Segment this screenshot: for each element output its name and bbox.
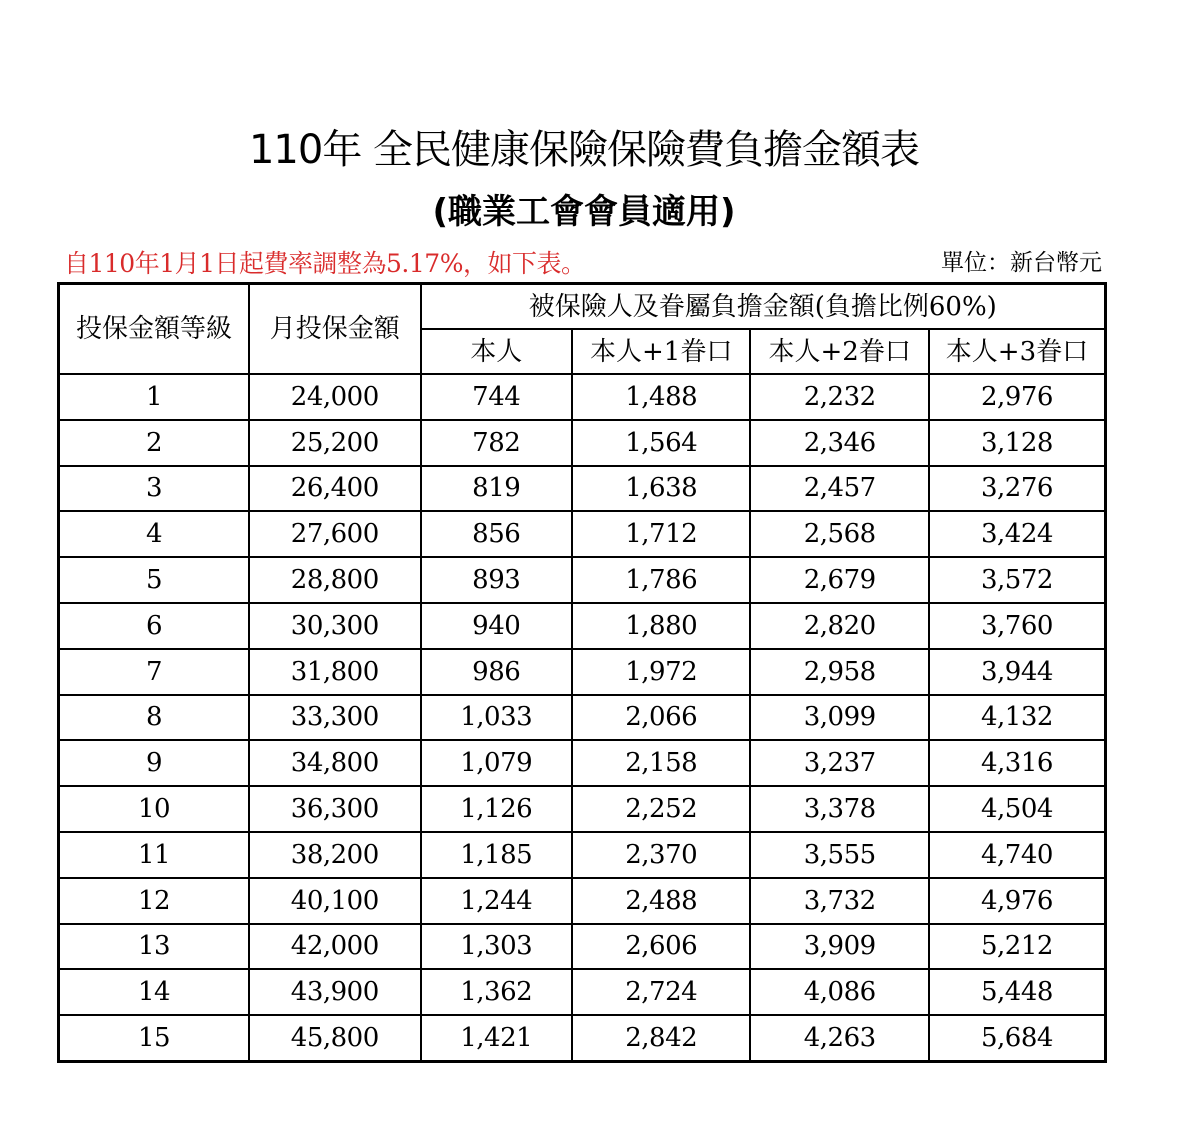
self-cell: 893: [421, 557, 572, 603]
plus-2-cell: 2,820: [750, 603, 929, 649]
plus-2-cell: 3,909: [750, 924, 929, 970]
self-cell: 1,303: [421, 924, 572, 970]
table-row: [59, 786, 1106, 832]
plus-3-cell: 3,944: [929, 649, 1106, 695]
table-row: [59, 832, 1106, 878]
table-body: [59, 374, 1106, 1061]
header-grade: 投保金額等級: [59, 284, 250, 375]
table-row: [59, 969, 1106, 1015]
plus-1-cell: 1,972: [572, 649, 751, 695]
grade-cell: 14: [59, 969, 250, 1015]
plus-2-cell: 3,237: [750, 740, 929, 786]
plus-3-cell: 4,740: [929, 832, 1106, 878]
plus-3-cell: 4,316: [929, 740, 1106, 786]
plus-3-cell: 4,976: [929, 878, 1106, 924]
table-row: [59, 603, 1106, 649]
grade-cell: 1: [59, 374, 250, 420]
plus-1-cell: 1,638: [572, 466, 751, 512]
monthly-amount-cell: 30,300: [249, 603, 420, 649]
monthly-amount-cell: 45,800: [249, 1015, 420, 1061]
plus-2-cell: 2,232: [750, 374, 929, 420]
monthly-amount-cell: 26,400: [249, 466, 420, 512]
monthly-amount-cell: 42,000: [249, 924, 420, 970]
plus-2-cell: 3,099: [750, 695, 929, 741]
grade-cell: 4: [59, 511, 250, 557]
plus-3-cell: 5,212: [929, 924, 1106, 970]
table-row: [59, 649, 1106, 695]
self-cell: 1,033: [421, 695, 572, 741]
table-header: [59, 284, 1106, 375]
table-row: [59, 924, 1106, 970]
monthly-amount-cell: 24,000: [249, 374, 420, 420]
monthly-amount-cell: 28,800: [249, 557, 420, 603]
table-row: [59, 511, 1106, 557]
self-cell: 986: [421, 649, 572, 695]
plus-2-cell: 3,555: [750, 832, 929, 878]
self-cell: 1,244: [421, 878, 572, 924]
plus-1-cell: 2,842: [572, 1015, 751, 1061]
grade-cell: 15: [59, 1015, 250, 1061]
grade-cell: 5: [59, 557, 250, 603]
plus-1-cell: 2,066: [572, 695, 751, 741]
premium-table: [57, 282, 1107, 1063]
plus-1-cell: 2,606: [572, 924, 751, 970]
grade-cell: 13: [59, 924, 250, 970]
monthly-amount-cell: 40,100: [249, 878, 420, 924]
plus-1-cell: 2,370: [572, 832, 751, 878]
grade-cell: 2: [59, 420, 250, 466]
plus-3-cell: 5,684: [929, 1015, 1106, 1061]
monthly-amount-cell: 25,200: [249, 420, 420, 466]
self-cell: 1,185: [421, 832, 572, 878]
plus-2-cell: 3,378: [750, 786, 929, 832]
plus-1-cell: 2,488: [572, 878, 751, 924]
monthly-amount-cell: 31,800: [249, 649, 420, 695]
self-cell: 1,362: [421, 969, 572, 1015]
monthly-amount-cell: 33,300: [249, 695, 420, 741]
self-cell: 744: [421, 374, 572, 420]
grade-cell: 8: [59, 695, 250, 741]
plus-1-cell: 1,488: [572, 374, 751, 420]
monthly-amount-cell: 36,300: [249, 786, 420, 832]
plus-3-cell: 3,128: [929, 420, 1106, 466]
plus-1-cell: 1,712: [572, 511, 751, 557]
grade-cell: 7: [59, 649, 250, 695]
monthly-amount-cell: 34,800: [249, 740, 420, 786]
header-self: 本人: [421, 329, 572, 374]
plus-3-cell: 4,132: [929, 695, 1106, 741]
table-row: [59, 466, 1106, 512]
self-cell: 1,126: [421, 786, 572, 832]
self-cell: 782: [421, 420, 572, 466]
plus-1-cell: 1,786: [572, 557, 751, 603]
table-row: [59, 878, 1106, 924]
grade-cell: 10: [59, 786, 250, 832]
plus-2-cell: 3,732: [750, 878, 929, 924]
header-plus-2: 本人+2眷口: [750, 329, 929, 374]
page-subtitle: (職業工會會員適用): [432, 192, 736, 232]
plus-2-cell: 2,679: [750, 557, 929, 603]
table-row: [59, 557, 1106, 603]
plus-1-cell: 1,880: [572, 603, 751, 649]
plus-2-cell: 4,263: [750, 1015, 929, 1061]
page-title: 110年 全民健康保險保險費負擔金額表: [248, 127, 920, 173]
plus-2-cell: 2,346: [750, 420, 929, 466]
plus-2-cell: 4,086: [750, 969, 929, 1015]
monthly-amount-cell: 38,200: [249, 832, 420, 878]
plus-2-cell: 2,457: [750, 466, 929, 512]
rate-notice: 自110年1月1日起費率調整為5.17%，如下表。: [64, 249, 586, 278]
self-cell: 856: [421, 511, 572, 557]
plus-2-cell: 2,568: [750, 511, 929, 557]
header-monthly-amount: 月投保金額: [249, 284, 420, 375]
currency-unit: 單位：新台幣元: [941, 250, 1102, 276]
plus-1-cell: 1,564: [572, 420, 751, 466]
table-row: [59, 740, 1106, 786]
header-burden-group: 被保險人及眷屬負擔金額(負擔比例60%): [421, 284, 1106, 330]
plus-3-cell: 3,276: [929, 466, 1106, 512]
self-cell: 940: [421, 603, 572, 649]
self-cell: 819: [421, 466, 572, 512]
table-row: [59, 695, 1106, 741]
self-cell: 1,421: [421, 1015, 572, 1061]
grade-cell: 9: [59, 740, 250, 786]
plus-3-cell: 3,760: [929, 603, 1106, 649]
plus-1-cell: 2,724: [572, 969, 751, 1015]
plus-3-cell: 3,572: [929, 557, 1106, 603]
header-plus-3: 本人+3眷口: [929, 329, 1106, 374]
table-row: [59, 374, 1106, 420]
plus-1-cell: 2,252: [572, 786, 751, 832]
grade-cell: 3: [59, 466, 250, 512]
monthly-amount-cell: 27,600: [249, 511, 420, 557]
grade-cell: 12: [59, 878, 250, 924]
grade-cell: 11: [59, 832, 250, 878]
plus-3-cell: 4,504: [929, 786, 1106, 832]
plus-3-cell: 3,424: [929, 511, 1106, 557]
plus-1-cell: 2,158: [572, 740, 751, 786]
monthly-amount-cell: 43,900: [249, 969, 420, 1015]
self-cell: 1,079: [421, 740, 572, 786]
table-row: [59, 420, 1106, 466]
table-row: [59, 1015, 1106, 1061]
header-plus-1: 本人+1眷口: [572, 329, 751, 374]
plus-3-cell: 2,976: [929, 374, 1106, 420]
grade-cell: 6: [59, 603, 250, 649]
plus-2-cell: 2,958: [750, 649, 929, 695]
plus-3-cell: 5,448: [929, 969, 1106, 1015]
